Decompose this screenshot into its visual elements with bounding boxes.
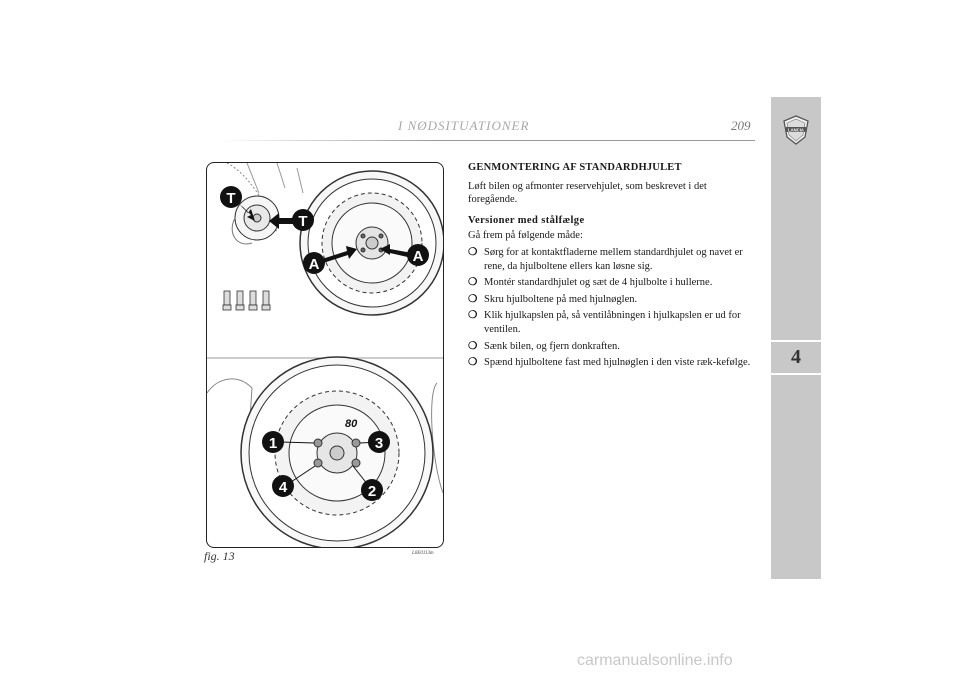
callout-t-2: T [298, 213, 308, 230]
running-header-title: I NØDSITUATIONER [398, 118, 530, 133]
callout-a-1: A [308, 256, 320, 273]
chapter-number: 4 [771, 340, 821, 375]
callout-a-2: A [412, 248, 424, 265]
callout-3: 3 [374, 435, 384, 452]
subheading: Versioner med stålfælge [468, 214, 585, 226]
bullet-icon: ❍ [468, 357, 478, 369]
lead-paragraph: Gå frem på følgende måde: [468, 230, 583, 242]
logo-text: LANCIA [788, 127, 804, 133]
callout-1: 1 [268, 435, 278, 452]
lancia-logo-icon [783, 115, 809, 145]
list-item: ❍ Klik hjulkapslen på, så ventilåbningen i hjulkapslen er ud for ventilen. [468, 310, 741, 335]
wheel-mounting-figure [206, 162, 444, 548]
bullet-icon: ❍ [468, 340, 478, 352]
callout-4: 4 [278, 479, 288, 496]
bullet-icon: ❍ [468, 277, 478, 289]
header-rule [218, 140, 755, 141]
list-item: ❍ Sørg for at kontaktfladerne mellem standardhjulet og navet er rene, da hjulboltene ellers kan løsne sig. [468, 246, 743, 272]
instructions-column [468, 161, 756, 373]
callout-2: 2 [367, 483, 377, 500]
callout-t-1: T [226, 190, 236, 207]
list-item: ❍ Spænd hjulboltene fast med hjulnøglen i den viste ræk-kefølge. [468, 357, 751, 369]
figure-caption: fig. 13 [204, 549, 235, 563]
page-number: 209 [731, 118, 751, 133]
bullet-icon: ❍ [468, 246, 478, 258]
figure-code: L0E0113m [412, 551, 434, 556]
intro-paragraph: Løft bilen og afmonter reservehjulet, som beskrevet i det foregående. [468, 180, 707, 206]
wheel-illustration [207, 163, 443, 547]
section-heading: GENMONTERING AF STANDARDHJULET [468, 162, 682, 173]
list-item: ❍ Montér standardhjulet og sæt de 4 hjulbolte i hullerne. [468, 277, 713, 289]
list-item: ❍ Skru hjulboltene på med hjulnøglen. [468, 293, 638, 305]
chapter-side-tab [771, 97, 821, 579]
torque-label: 80 [345, 418, 358, 430]
bullet-icon: ❍ [468, 293, 478, 305]
bullet-icon: ❍ [468, 310, 478, 322]
list-item: ❍ Sænk bilen, og fjern donkraften. [468, 340, 620, 352]
steps-list [468, 246, 756, 370]
site-watermark: carmanualsonline.info [577, 652, 733, 669]
